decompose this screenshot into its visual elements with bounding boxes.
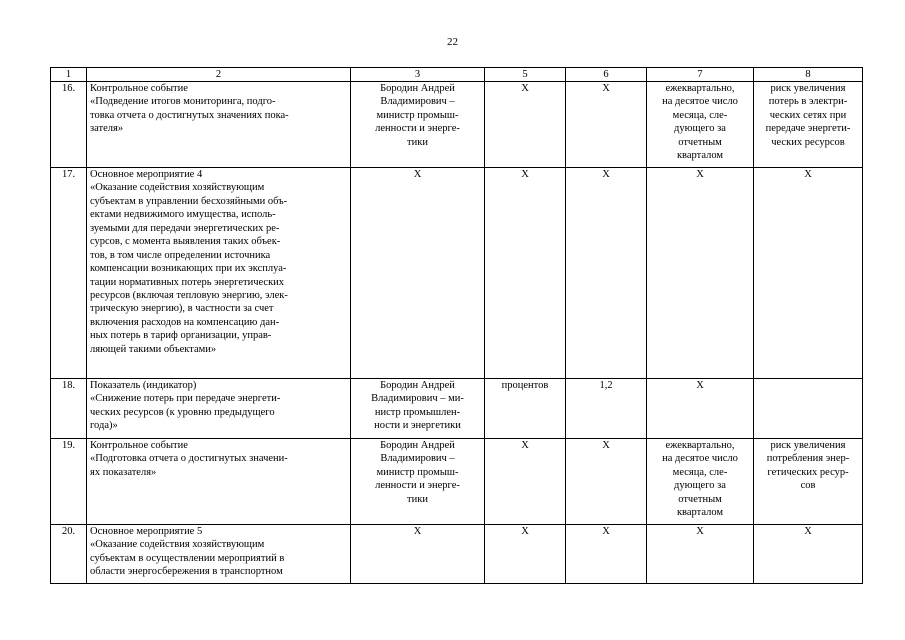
- row-name: Основное мероприятие 5 «Оказание содействия хозяйствующим субъектам в осуществлении мероприятий в области энергосбережения в транспортном: [87, 525, 351, 584]
- row-col7: ежеквартально, на десятое число месяца, сле- дующего за отчетным кварталом: [647, 439, 754, 525]
- row-col8: X: [754, 525, 863, 584]
- row-col6: X: [566, 82, 647, 168]
- row-col6: X: [566, 168, 647, 379]
- row-col8: риск увеличения потребления энер- гетических ресур- сов: [754, 439, 863, 525]
- row-col6: X: [566, 525, 647, 584]
- header-cell: 2: [87, 68, 351, 82]
- row-col8: X: [754, 168, 863, 379]
- row-col5: X: [485, 82, 566, 168]
- row-col6: X: [566, 439, 647, 525]
- row-number: 20.: [51, 525, 87, 584]
- row-name: Основное мероприятие 4 «Оказание содействия хозяйствующим субъектам в управлении бесхозяйными объ- ектами недвижимого имущества, исполь- зуемыми для передачи энергетических ре- сурсов, с момента выявления таких объек- тов, в том числе определении источника компенсации возникающих при их эксплуа- тации нормативных потерь энергетических ресурсов (включая тепловую энергию, элек- трическую энергию), в частности за счет включения расходов на компенсацию дан- ных потерь в тариф организации, управ- ляющей такими объектами»: [87, 168, 351, 379]
- row-col7: ежеквартально, на десятое число месяца, сле- дующего за отчетным кварталом: [647, 82, 754, 168]
- row-col5: процентов: [485, 379, 566, 439]
- row-name: Показатель (индикатор) «Снижение потерь при передаче энергети- ческих ресурсов (к уровню предыдущего года)»: [87, 379, 351, 439]
- row-col7: X: [647, 525, 754, 584]
- page-number: 22: [447, 36, 458, 48]
- header-cell: 3: [351, 68, 485, 82]
- row-col8: [754, 379, 863, 439]
- row-number: 19.: [51, 439, 87, 525]
- table-row: [51, 379, 863, 439]
- header-cell: 5: [485, 68, 566, 82]
- row-number: 17.: [51, 168, 87, 379]
- row-number: 18.: [51, 379, 87, 439]
- header-cell: 6: [566, 68, 647, 82]
- row-responsible: Бородин Андрей Владимирович – министр промыш- ленности и энерге- тики: [351, 82, 485, 168]
- table-row: [51, 168, 863, 379]
- row-col6: 1,2: [566, 379, 647, 439]
- row-number: 16.: [51, 82, 87, 168]
- row-name: Контрольное событие «Подведение итогов мониторинга, подго- товка отчета о достигнутых значениях пока- зателя»: [87, 82, 351, 168]
- row-responsible: Бородин Андрей Владимирович – ми- нистр промышлен- ности и энергетики: [351, 379, 485, 439]
- header-cell: 1: [51, 68, 87, 82]
- header-row: [51, 68, 863, 82]
- row-col8: риск увеличения потерь в электри- ческих сетях при передаче энергети- ческих ресурсов: [754, 82, 863, 168]
- table-row: [51, 525, 863, 584]
- row-col7: X: [647, 379, 754, 439]
- table-row: [51, 82, 863, 168]
- header-cell: 8: [754, 68, 863, 82]
- row-responsible: X: [351, 168, 485, 379]
- row-col5: X: [485, 168, 566, 379]
- row-responsible: Бородин Андрей Владимирович – министр промыш- ленности и энерге- тики: [351, 439, 485, 525]
- row-name: Контрольное событие «Подготовка отчета о достигнутых значени- ях показателя»: [87, 439, 351, 525]
- row-col7: X: [647, 168, 754, 379]
- row-col5: X: [485, 525, 566, 584]
- row-col5: X: [485, 439, 566, 525]
- program-table: [50, 67, 863, 584]
- row-responsible: X: [351, 525, 485, 584]
- table-row: [51, 439, 863, 525]
- header-cell: 7: [647, 68, 754, 82]
